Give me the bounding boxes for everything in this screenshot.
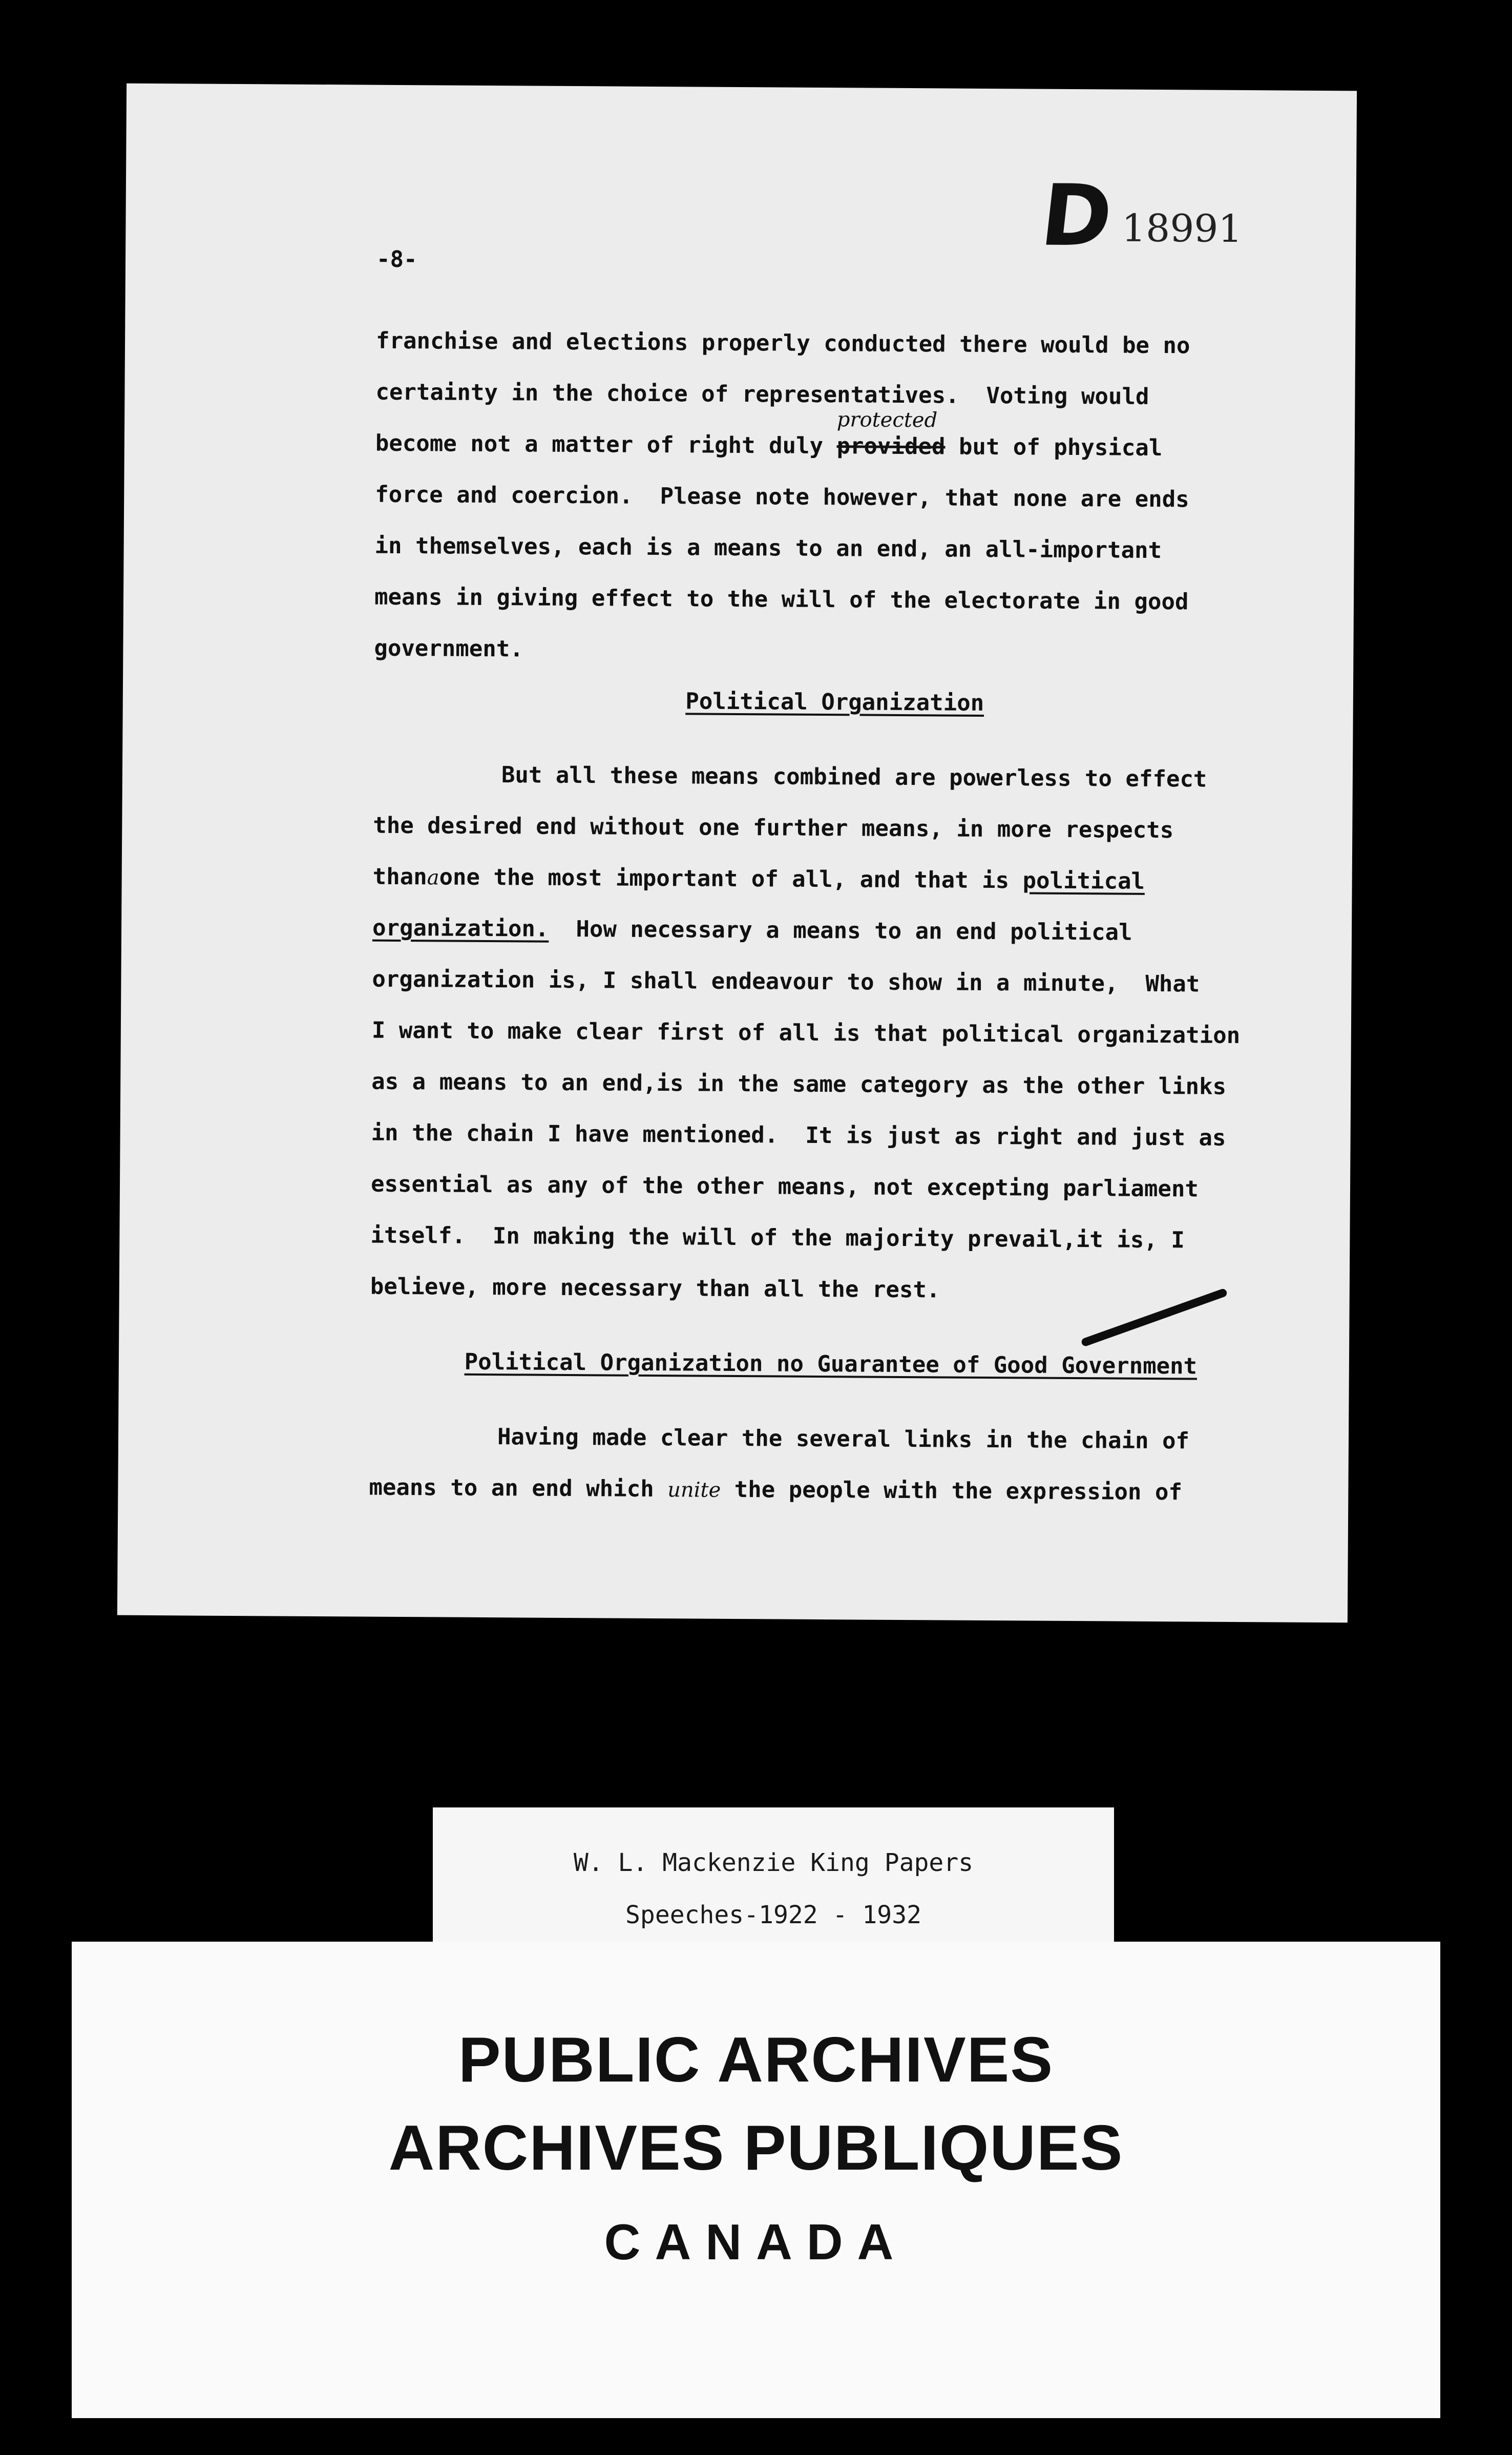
text-fragment: become not a matter of right duly (375, 430, 837, 460)
stamp-number: 18991 (1121, 206, 1243, 252)
handwritten-insert: protected (836, 408, 938, 432)
text-fragment: means to an end which (369, 1474, 668, 1503)
text-line-with-correction (369, 1462, 1291, 1519)
text-fragment: and that is (846, 866, 1023, 894)
archives-country: CANADA (604, 2214, 908, 2270)
underlined-phrase: organization. (372, 914, 549, 942)
text-fragment: but of physical (945, 433, 1163, 462)
archives-title-english: PUBLIC ARCHIVES (458, 2025, 1054, 2095)
text-line: I want to make clear first of all is that political organization (371, 1017, 1241, 1049)
archives-label (72, 1942, 1440, 2418)
text-line: organization is, I shall endeavour to show in a minute, What (372, 966, 1200, 997)
page-number: -8- (376, 246, 417, 273)
collection-label (433, 1807, 1114, 1961)
text-line: franchise and elections properly conducted there would be no (375, 327, 1190, 359)
stamp-letter: D (1036, 166, 1117, 265)
handwritten-correction (836, 408, 946, 472)
collection-subtitle: Speeches-1922 - 1932 (625, 1901, 921, 1929)
text-line: essential as any of the other means, not excepting parliament (370, 1171, 1199, 1202)
handwritten-insert: a (427, 866, 439, 890)
collection-title: W. L. Mackenzie King Papers (573, 1848, 974, 1877)
text-fragment: than (372, 863, 427, 890)
archive-stamp (1036, 166, 1243, 265)
text-line: means in giving effect to the will of the electorate in good (374, 584, 1189, 615)
text-line: the desired end without one further means, in more respects (373, 812, 1174, 844)
text-line: as a means to an end,is in the same category as the other links (371, 1068, 1227, 1100)
text-fragment: one the most important of all, (439, 864, 847, 893)
archives-title-french: ARCHIVES PUBLIQUES (388, 2113, 1124, 2183)
struck-word: provided (836, 433, 946, 460)
text-line: in the chain I have mentioned. It is just as right and just as (371, 1119, 1226, 1151)
text-line-with-correction (372, 851, 1295, 908)
text-fragment: the people with the expression of (721, 1476, 1183, 1506)
handwritten-insert: unite (667, 1478, 721, 1502)
section-heading-text: Political Organization (685, 688, 984, 716)
text-line (372, 903, 1295, 960)
section-heading (370, 1336, 1292, 1393)
typed-document-page (117, 84, 1357, 1623)
handwritten-correction (372, 851, 427, 903)
section-heading-text: Political Organization no Guarantee of Good Government (464, 1348, 1198, 1380)
text-line: Having made clear the several links in the chain of (497, 1424, 1190, 1454)
section-heading (374, 674, 1296, 731)
text-fragment: How necessary a means to an end political (549, 916, 1132, 946)
text-line: force and coercion. Please note however, that none are ends (375, 481, 1189, 513)
text-line: But all these means combined are powerless to effect (501, 762, 1207, 793)
text-line: certainty in the choice of representatives. Voting would (375, 379, 1149, 410)
text-line-with-correction (375, 408, 1298, 475)
text-line: in themselves, each is a means to an end, an all-important (374, 532, 1162, 564)
underlined-phrase: political (1022, 867, 1145, 894)
text-line: believe, more necessary than all the rest. (370, 1273, 940, 1303)
document-body (369, 316, 1298, 1519)
text-line: itself. In making the will of the majority prevail,it is, I (370, 1222, 1185, 1254)
text-line: government. (374, 635, 523, 662)
